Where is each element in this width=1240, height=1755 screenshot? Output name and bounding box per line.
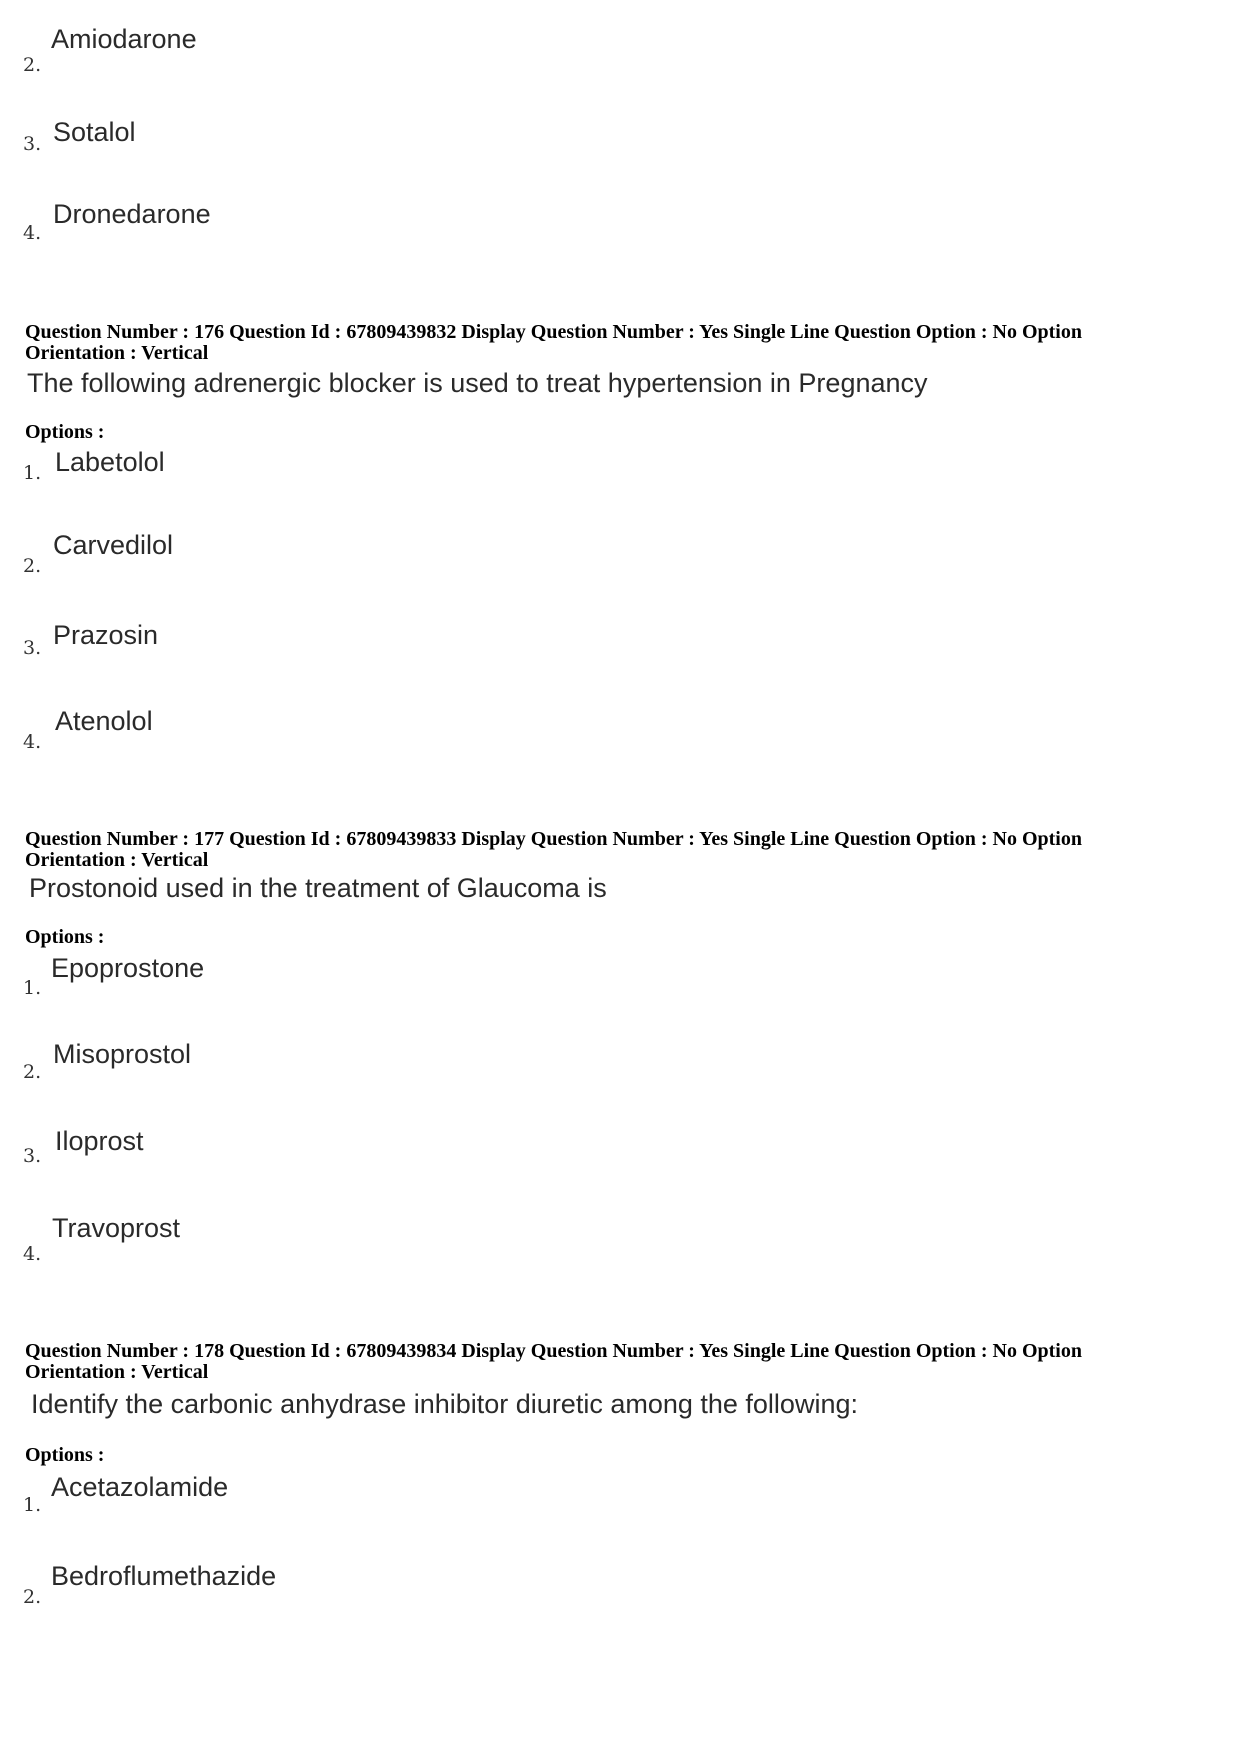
option-number: 2. xyxy=(23,1586,42,1608)
question-meta-line: Question Number : 177 Question Id : 67809439833 Display Question Number : Yes Single Line Question Option : No Option xyxy=(25,828,1082,850)
question-meta xyxy=(25,322,1082,364)
option-number: 1. xyxy=(23,977,42,999)
question-meta-line: Orientation : Vertical xyxy=(25,849,209,871)
option-text: Misoprostol xyxy=(53,1039,192,1069)
question-text: The following adrenergic blocker is used to treat hypertension in Pregnancy xyxy=(27,368,928,398)
option-text: Acetazolamide xyxy=(51,1472,229,1502)
option-text: Bedroflumethazide xyxy=(51,1561,277,1591)
options-label: Options : xyxy=(25,926,105,948)
question-text: Prostonoid used in the treatment of Glaucoma is xyxy=(29,873,607,903)
option-text: Iloprost xyxy=(55,1126,144,1156)
option-text: Amiodarone xyxy=(51,24,197,54)
option-number: 3. xyxy=(23,133,42,155)
option-number: 2. xyxy=(23,54,42,76)
question-meta-line: Question Number : 178 Question Id : 67809439834 Display Question Number : Yes Single Line Question Option : No Option xyxy=(25,1340,1082,1362)
option-text: Atenolol xyxy=(55,706,153,736)
options-label: Options : xyxy=(25,421,105,443)
option-text: Epoprostone xyxy=(51,953,205,983)
option-number: 4. xyxy=(23,731,42,753)
option-text: Travoprost xyxy=(52,1213,181,1243)
option-number: 4. xyxy=(23,222,42,244)
question-meta xyxy=(25,1341,1082,1383)
option-number: 3. xyxy=(23,1145,42,1167)
option-text: Dronedarone xyxy=(53,199,211,229)
question-text: Identify the carbonic anhydrase inhibitor diuretic among the following: xyxy=(31,1389,858,1419)
option-number: 2. xyxy=(23,1061,42,1083)
option-number: 1. xyxy=(23,1494,42,1516)
option-text: Prazosin xyxy=(53,620,159,650)
option-number: 2. xyxy=(23,555,42,577)
option-text: Sotalol xyxy=(53,117,136,147)
question-meta-line: Orientation : Vertical xyxy=(25,342,209,364)
option-text: Labetolol xyxy=(55,447,165,477)
question-meta-line: Orientation : Vertical xyxy=(25,1361,209,1383)
question-meta xyxy=(25,829,1082,871)
option-number: 4. xyxy=(23,1243,42,1265)
option-number: 1. xyxy=(23,462,42,484)
question-meta-line: Question Number : 176 Question Id : 67809439832 Display Question Number : Yes Single Line Question Option : No Option xyxy=(25,321,1082,343)
option-number: 3. xyxy=(23,637,42,659)
options-label: Options : xyxy=(25,1444,105,1466)
option-text: Carvedilol xyxy=(53,530,174,560)
